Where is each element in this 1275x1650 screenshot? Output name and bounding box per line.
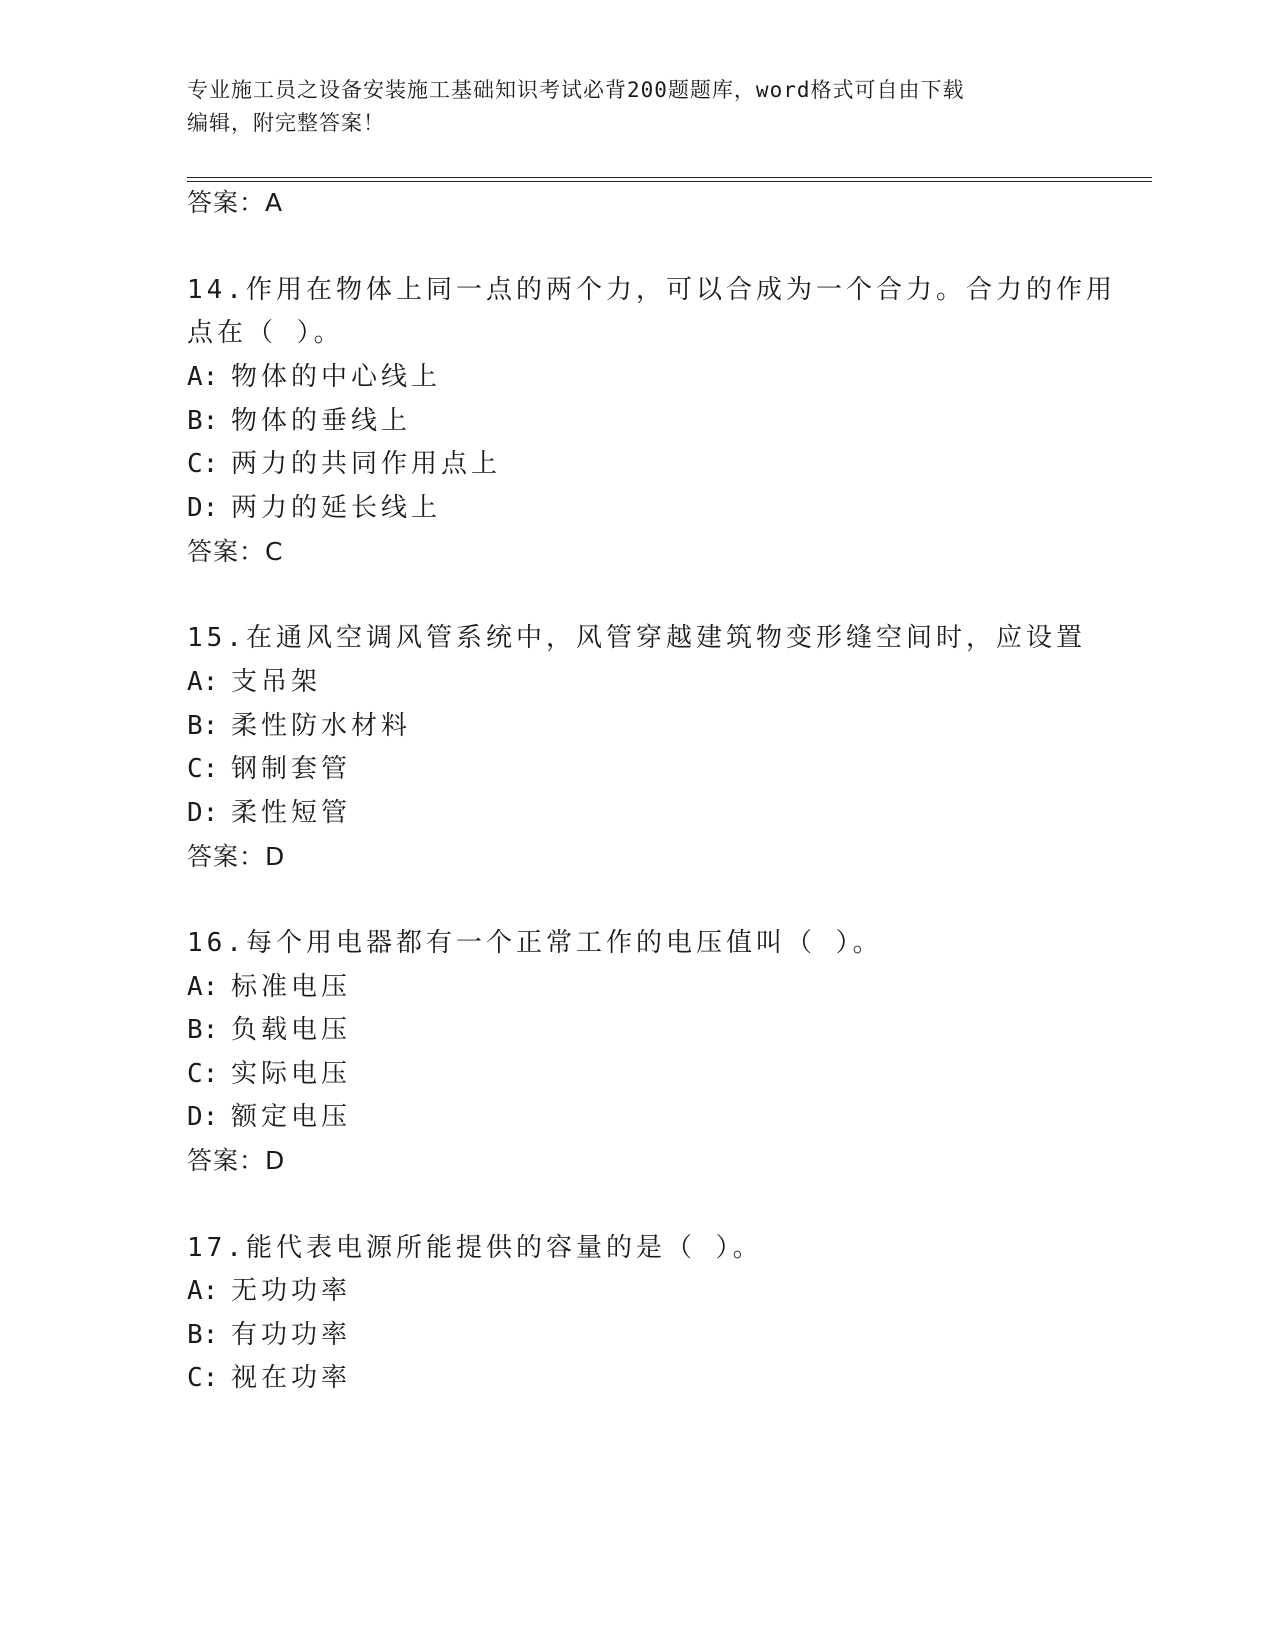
question-15-option-a bbox=[187, 665, 321, 699]
option-text: 两力的共同作用点上 bbox=[231, 449, 502, 479]
header-line-2: 编辑，附完整答案！ bbox=[187, 111, 385, 135]
option-label: C: bbox=[187, 449, 219, 479]
question-14-option-d bbox=[187, 491, 441, 525]
option-label: D: bbox=[187, 493, 219, 523]
option-text: 物体的垂线上 bbox=[231, 406, 412, 436]
question-17-option-c bbox=[187, 1361, 351, 1395]
option-text: 实际电压 bbox=[231, 1059, 352, 1089]
option-text: 负载电压 bbox=[231, 1015, 352, 1045]
option-label: A: bbox=[187, 667, 219, 697]
question-15-option-b bbox=[187, 709, 411, 743]
option-label: B: bbox=[187, 1015, 219, 1045]
question-17-text: 17.能代表电源所能提供的容量的是（ ）。 bbox=[187, 1233, 763, 1263]
question-16-answer: 答案：D bbox=[187, 1146, 286, 1175]
option-label: D: bbox=[187, 1102, 219, 1132]
option-label: A: bbox=[187, 1276, 219, 1306]
option-text: 钢制套管 bbox=[231, 754, 352, 784]
question-15-option-c bbox=[187, 752, 351, 786]
option-label: A: bbox=[187, 362, 219, 392]
question-16-text: 16.每个用电器都有一个正常工作的电压值叫（ ）。 bbox=[187, 928, 883, 958]
option-text: 标准电压 bbox=[231, 972, 352, 1002]
option-text: 视在功率 bbox=[231, 1363, 352, 1393]
option-label: C: bbox=[187, 1363, 219, 1393]
question-16-option-a bbox=[187, 970, 351, 1004]
question-15-text: 15.在通风空调风管系统中，风管穿越建筑物变形缝空间时，应设置 bbox=[187, 623, 1086, 653]
question-15-answer: 答案：D bbox=[187, 842, 286, 871]
question-16-option-d bbox=[187, 1100, 351, 1134]
previous-answer: 答案：A bbox=[187, 188, 284, 217]
question-14-answer: 答案：C bbox=[187, 537, 284, 566]
option-label: C: bbox=[187, 1059, 219, 1089]
header-line-1: 专业施工员之设备安装施工基础知识考试必背200题题库，word格式可自由下载 bbox=[187, 78, 965, 102]
question-17-option-a bbox=[187, 1274, 351, 1308]
question-16-option-b bbox=[187, 1013, 351, 1047]
question-17-option-b bbox=[187, 1318, 351, 1352]
option-text: 支吊架 bbox=[231, 667, 322, 697]
option-label: D: bbox=[187, 798, 219, 828]
option-text: 物体的中心线上 bbox=[231, 362, 442, 392]
question-14-option-b bbox=[187, 404, 411, 438]
option-text: 柔性短管 bbox=[231, 798, 352, 828]
option-text: 有功功率 bbox=[231, 1320, 352, 1350]
option-label: B: bbox=[187, 406, 219, 436]
option-label: B: bbox=[187, 1320, 219, 1350]
option-text: 额定电压 bbox=[231, 1102, 352, 1132]
option-text: 无功功率 bbox=[231, 1276, 352, 1306]
option-text: 两力的延长线上 bbox=[231, 493, 442, 523]
option-label: A: bbox=[187, 972, 219, 1002]
question-16-option-c bbox=[187, 1057, 351, 1091]
question-14-text-line-2: 点在（ ）。 bbox=[187, 318, 344, 348]
question-14-option-a bbox=[187, 360, 441, 394]
header-divider bbox=[187, 177, 1152, 182]
question-14-option-c bbox=[187, 447, 501, 481]
option-label: C: bbox=[187, 754, 219, 784]
question-14-text-line-1: 14.作用在物体上同一点的两个力，可以合成为一个合力。合力的作用 bbox=[187, 275, 1116, 305]
document-header bbox=[187, 74, 1067, 140]
option-text: 柔性防水材料 bbox=[231, 711, 412, 741]
option-label: B: bbox=[187, 711, 219, 741]
question-15-option-d bbox=[187, 796, 351, 830]
